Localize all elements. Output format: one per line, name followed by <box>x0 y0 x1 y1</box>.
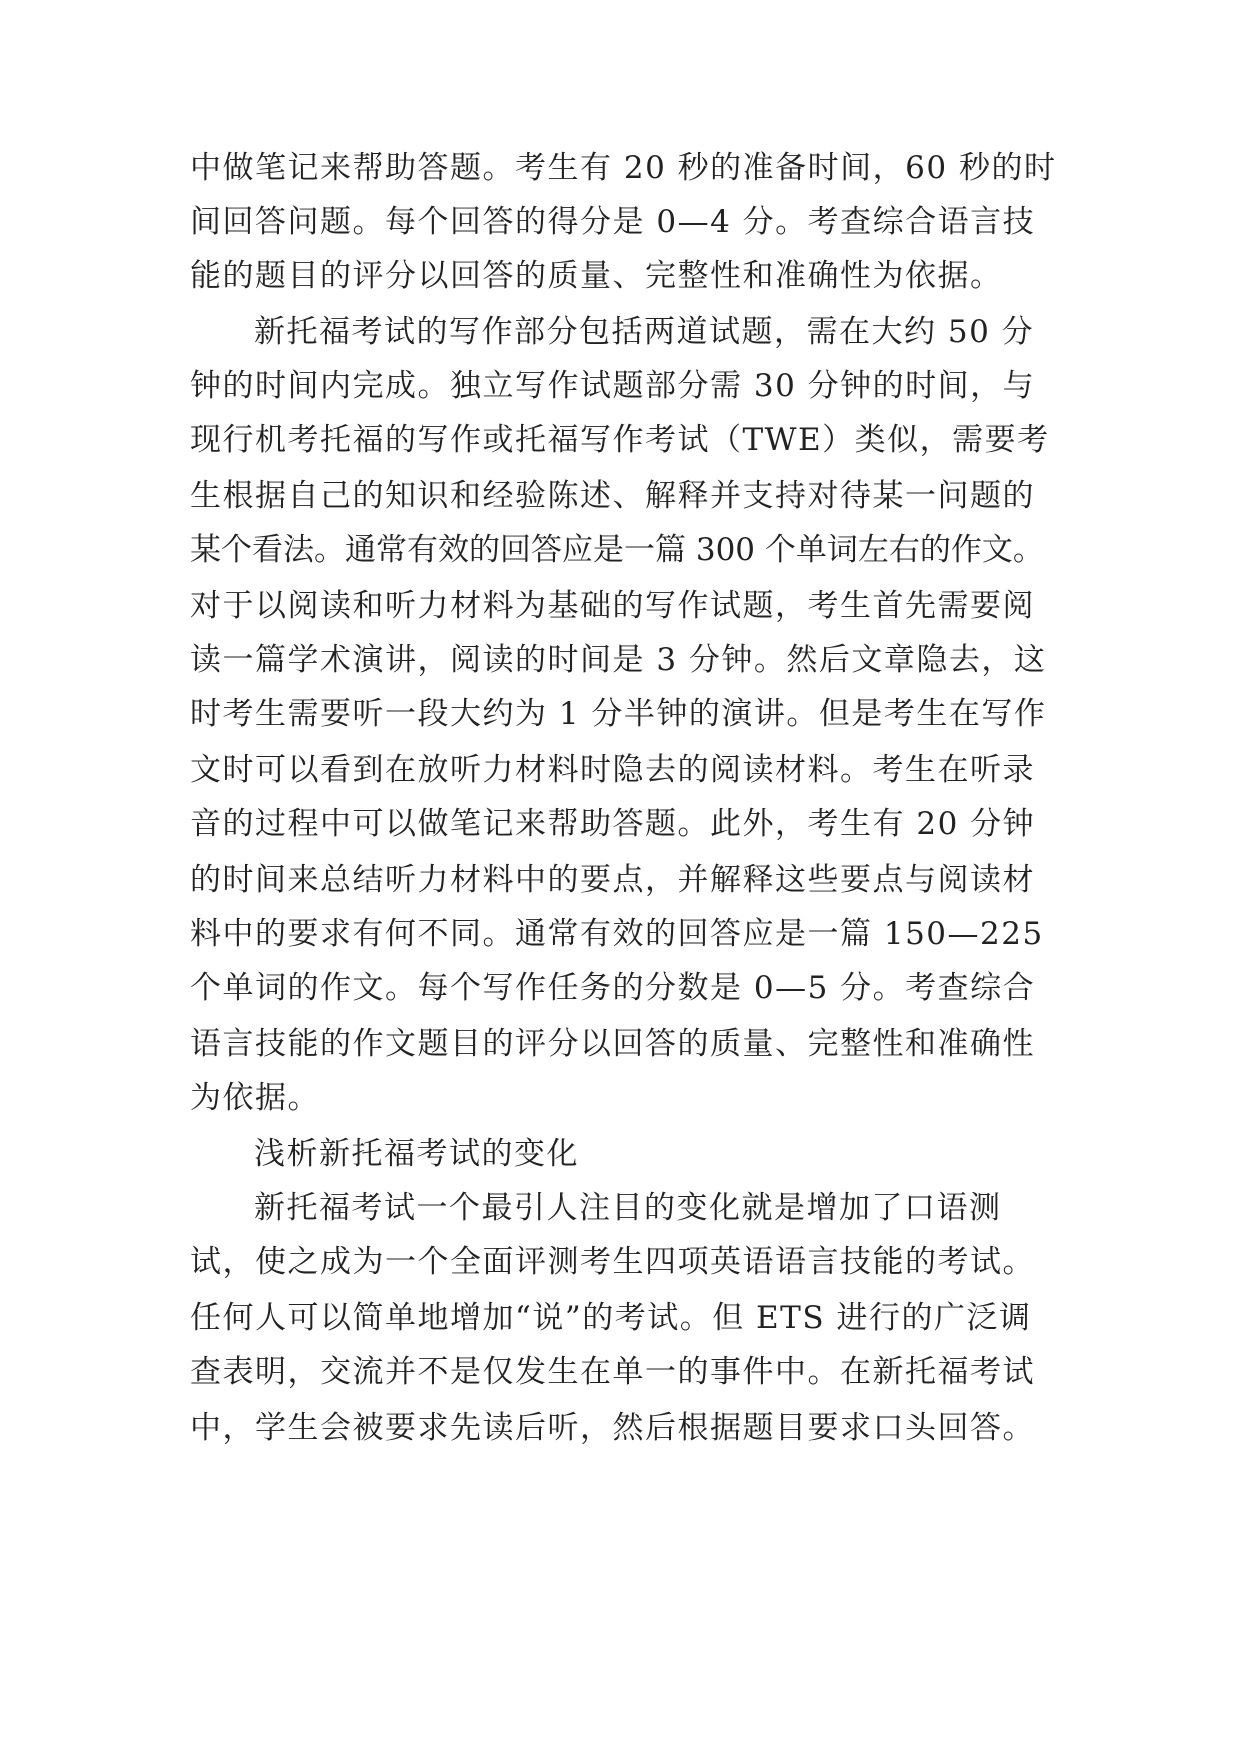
text-line: 读一篇学术演讲，阅读的时间是 3 分钟。然后文章隐去，这 <box>190 642 1047 678</box>
text-line: 时考生需要听一段大约为 1 分半钟的演讲。但是考生在写作 <box>190 696 1047 732</box>
text-line: 的时间来总结听力材料中的要点，并解释这些要点与阅读材 <box>190 862 1035 898</box>
text-line: 对于以阅读和听力材料为基础的写作试题，考生首先需要阅 <box>190 588 1035 624</box>
text-line: 某个看法。通常有效的回答应是一篇 300 个单词左右的作文。 <box>190 532 1044 568</box>
text-line: 音的过程中可以做笔记来帮助答题。此外，考生有 20 分钟 <box>190 806 1036 842</box>
text-line: 文时可以看到在放听力材料时隐去的阅读材料。考生在听录 <box>190 752 1035 788</box>
text-line: 能的题目的评分以回答的质量、完整性和准确性为依据。 <box>190 258 1003 294</box>
section-heading: 浅析新托福考试的变化 <box>254 1136 579 1172</box>
text-line: 中，学生会被要求先读后听，然后根据题目要求口头回答。 <box>190 1410 1035 1446</box>
text-line: 语言技能的作文题目的评分以回答的质量、完整性和准确性 <box>190 1026 1035 1062</box>
text-line: 任何人可以简单地增加“说”的考试。但 ETS 进行的广泛调 <box>190 1300 1032 1336</box>
text-line: 为依据。 <box>190 1080 320 1116</box>
text-line: 钟的时间内完成。独立写作试题部分需 30 分钟的时间，与 <box>190 368 1036 404</box>
text-line: 试，使之成为一个全面评测考生四项英语语言技能的考试。 <box>190 1244 1035 1280</box>
paragraph-first-line: 新托福考试的写作部分包括两道试题，需在大约 50 分 <box>254 314 1035 350</box>
text-line: 现行机考托福的写作或托福写作考试（TWE）类似，需要考 <box>190 422 1050 458</box>
text-line: 生根据自己的知识和经验陈述、解释并支持对待某一问题的 <box>190 478 1035 514</box>
paragraph-first-line: 新托福考试一个最引人注目的变化就是增加了口语测 <box>254 1190 1002 1226</box>
text-line: 间回答问题。每个回答的得分是 0—4 分。考查综合语言技 <box>190 204 1036 240</box>
text-line: 查表明，交流并不是仅发生在单一的事件中。在新托福考试 <box>190 1354 1035 1390</box>
text-line: 料中的要求有何不同。通常有效的回答应是一篇 150—225 <box>190 916 1044 952</box>
text-line: 中做笔记来帮助答题。考生有 20 秒的准备时间，60 秒的时 <box>190 150 1057 186</box>
text-line: 个单词的作文。每个写作任务的分数是 0—5 分。考查综合 <box>190 970 1036 1006</box>
